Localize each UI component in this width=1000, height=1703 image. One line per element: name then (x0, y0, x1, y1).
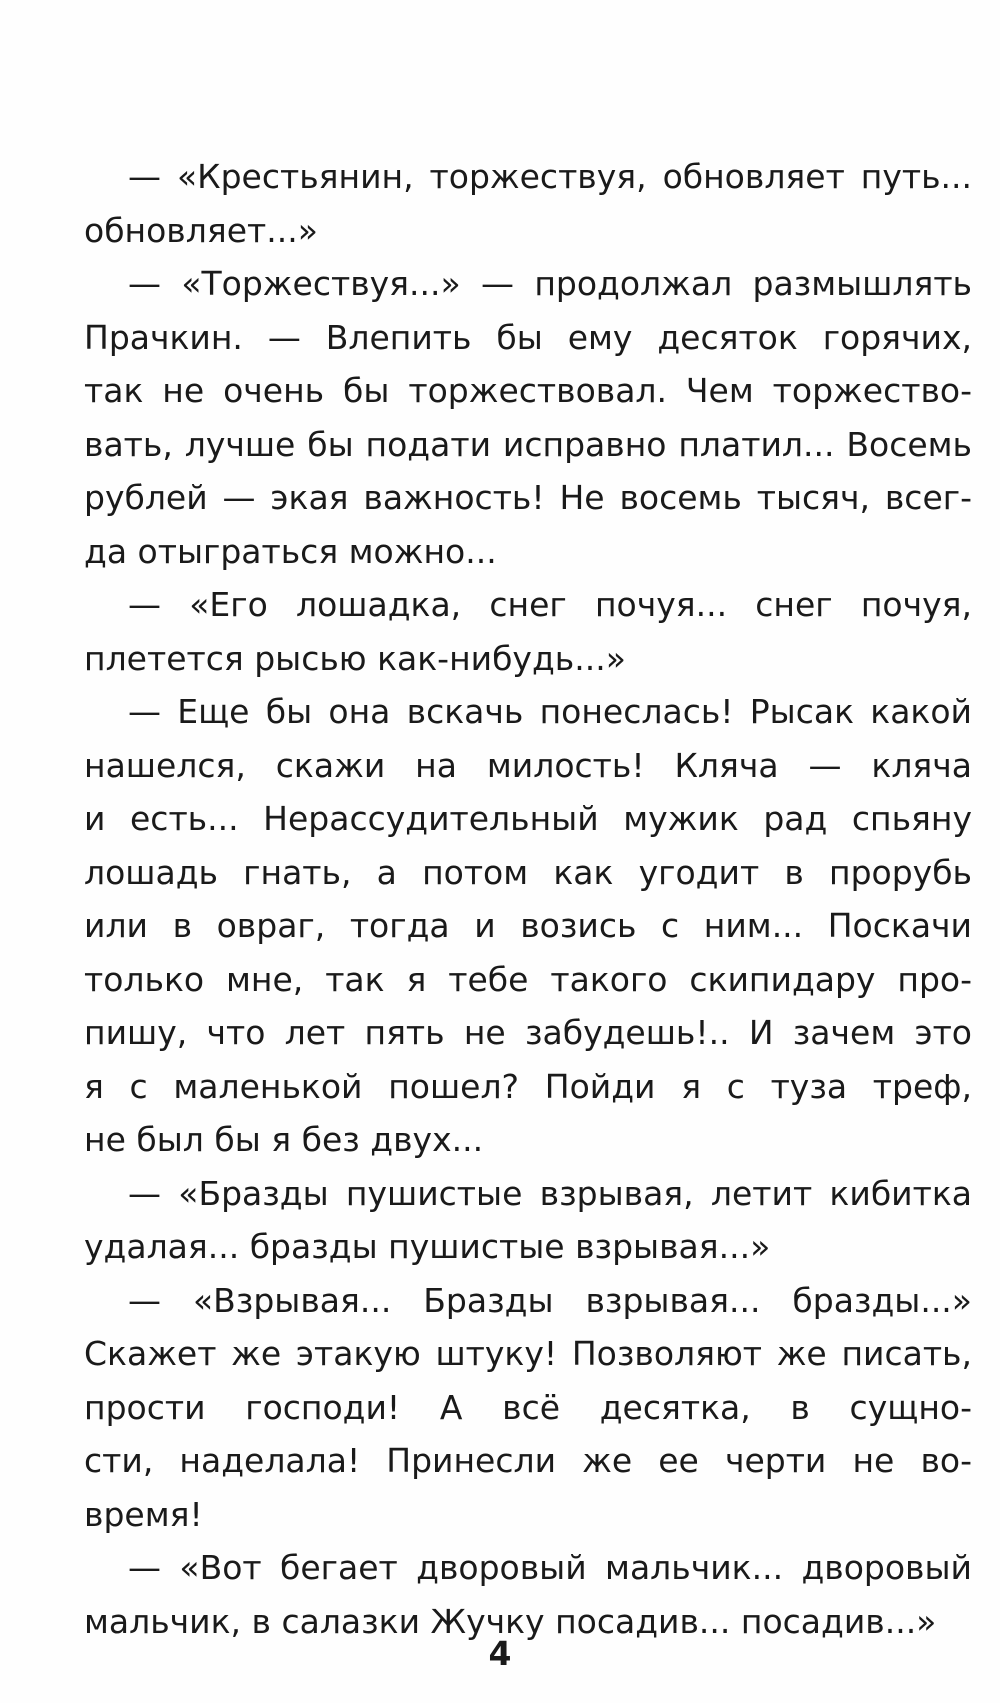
text-line: время! (84, 1494, 203, 1534)
text-line: нашелся, скажи на милость! Кляча — кляча (84, 745, 972, 785)
text-line: только мне, так я тебе такого скипидару про- (84, 959, 972, 999)
text-line: Прачкин. — Влепить бы ему десяток горячих, (84, 317, 972, 357)
text-line: сти, наделала! Принесли же ее черти не во- (84, 1441, 972, 1480)
text-line: так не очень бы торжествовал. Чем торжество- (84, 371, 972, 410)
text-line: — «Взрывая... Бразды взрывая... бразды...» (128, 1280, 972, 1320)
text-line: и есть... Нерассудительный мужик рад спьяну (84, 799, 972, 838)
text-line: или в овраг, тогда и возись с ним... Поскачи (84, 906, 972, 945)
text-line: не был бы я без двух... (84, 1120, 484, 1159)
body-text (84, 150, 972, 1648)
text-line: прости господи! А всё десятка, в сущно- (84, 1387, 972, 1427)
text-line: плетется рысью как-нибудь...» (84, 638, 626, 678)
text-line: — «Вот бегает дворовый мальчик... дворовый (128, 1548, 972, 1587)
text-line: вать, лучше бы подати исправно платил... Восемь (84, 424, 972, 464)
text-line: я с маленькой пошел? Пойди я с туза треф, (84, 1066, 972, 1106)
text-line: мальчик, в салазки Жучку посадив... посадив...» (84, 1601, 937, 1641)
page-number: 4 (488, 1634, 512, 1673)
text-line: — Еще бы она вскачь понеслась! Рысак какой (128, 692, 972, 731)
text-line: — «Его лошадка, снег почуя... снег почуя, (128, 585, 972, 624)
text-line: пишу, что лет пять не забудешь!.. И зачем это (84, 1013, 972, 1052)
text-line: да отыграться можно... (84, 531, 497, 571)
text-line: рублей — экая важность! Не восемь тысяч, всег- (84, 478, 972, 517)
text-line: удалая... бразды пушистые взрывая...» (84, 1227, 771, 1266)
text-line: обновляет...» (84, 210, 318, 250)
text-line: — «Крестьянин, торжествуя, обновляет путь... (128, 157, 972, 196)
text-line: лошадь гнать, а потом как угодит в прорубь (84, 852, 972, 892)
text-line: Скажет же этакую штуку! Позволяют же писать, (84, 1334, 972, 1373)
text-line: — «Бразды пушистые взрывая, летит кибитка (128, 1173, 972, 1213)
text-line: — «Торжествуя...» — продолжал размышлять (128, 264, 972, 303)
